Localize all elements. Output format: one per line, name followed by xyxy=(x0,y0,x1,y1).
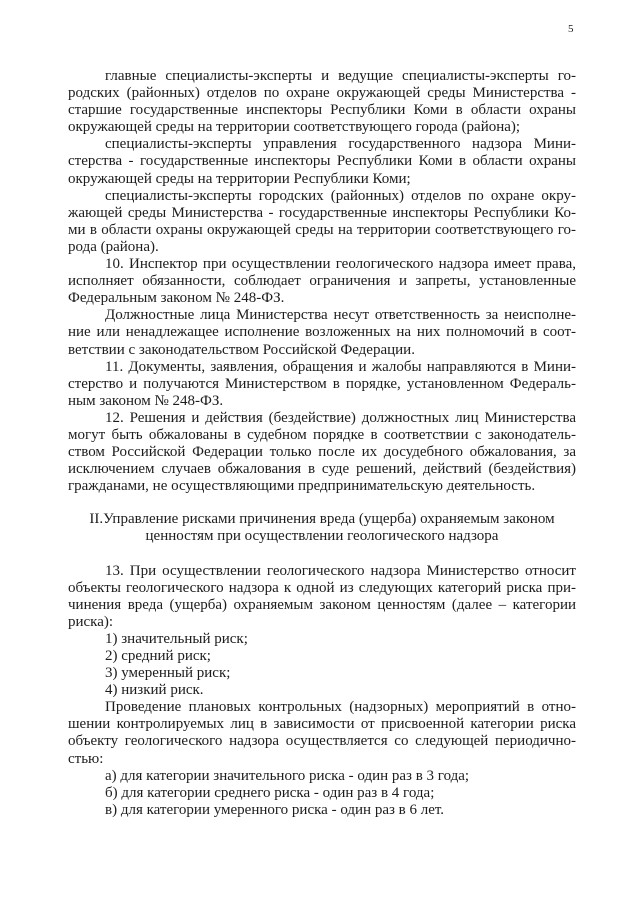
text-line: стью: xyxy=(68,750,104,767)
text-line: родских (районных) отделов по охране окружающей среды Министерства - xyxy=(68,85,576,102)
text-line: 13. При осуществлении геологического надзора Министерство относит xyxy=(105,562,576,579)
text-line: ми в области охраны окружающей среды на территории соответствующего го- xyxy=(68,221,576,238)
page-number: 5 xyxy=(568,23,574,35)
paragraph xyxy=(68,188,576,256)
text-line: Проведение плановых контрольных (надзорных) мероприятий в отно- xyxy=(105,699,576,716)
paragraph xyxy=(68,699,576,767)
list-item: б) для категории среднего риска - один раз в 4 года; xyxy=(105,784,435,801)
text-line: ством Российской Федерации только после их досудебного обжалования, за xyxy=(68,444,576,461)
list-item: 2) средний риск; xyxy=(105,648,211,664)
list-item: в) для категории умеренного риска - один раз в 6 лет. xyxy=(105,801,445,818)
text-line: объекты геологического надзора к одной из следующих категорий риска при- xyxy=(68,579,576,596)
text-line: риска): xyxy=(68,613,114,630)
text-line: стерства - государственные инспекторы Республики Коми в области охраны xyxy=(68,153,576,170)
text-line: ным законом № 248-ФЗ. xyxy=(68,392,224,409)
text-line: окружающей среды на территории соответствующего города (района); xyxy=(68,119,521,136)
list-item: 3) умеренный риск; xyxy=(105,665,231,682)
text-line: специалисты-эксперты городских (районных) отделов по охране окру- xyxy=(105,187,576,204)
text-line: объекту геологического надзора осуществляется со следующей периодично- xyxy=(68,733,576,750)
risk-category-list xyxy=(68,631,576,699)
text-line: могут быть обжалованы в судебном порядке в соответствии с законодатель- xyxy=(68,426,576,443)
document-body xyxy=(68,68,576,819)
text-line: рода (района). xyxy=(68,238,159,255)
paragraph xyxy=(68,68,576,136)
paragraph xyxy=(68,256,576,307)
list-item: 1) значительный риск; xyxy=(105,630,248,647)
paragraph xyxy=(68,359,576,410)
text-line: исполняет обязанности, соблюдает ограничения и запреты, установленные xyxy=(68,273,576,290)
text-line: ние или ненадлежащее исполнение возложенных на них полномочий в соот- xyxy=(68,324,576,341)
paragraph xyxy=(68,563,576,631)
text-line: гражданами, не осуществляющими предпринимательскую деятельность. xyxy=(68,478,536,495)
list-item: а) для категории значительного риска - один раз в 3 года; xyxy=(105,767,470,784)
text-line: Должностные лица Министерства несут ответственность за неисполне- xyxy=(105,307,576,324)
heading-line: ценностям при осуществлении геологического надзора xyxy=(145,528,499,545)
text-line: стерство и получаются Министерством в порядке, установленном Федераль- xyxy=(68,375,576,392)
text-line: шении контролируемых лиц в зависимости от присвоенной категории риска xyxy=(68,716,576,733)
section-heading xyxy=(68,511,576,545)
text-line: ветствии с законодательством Российской Федерации. xyxy=(68,341,415,358)
text-line: специалисты-эксперты управления государственного надзора Мини- xyxy=(105,136,576,153)
text-line: 10. Инспектор при осуществлении геологического надзора имеет права, xyxy=(105,256,576,273)
text-line: чинения вреда (ущерба) охраняемым законом ценностям (далее – категории xyxy=(68,596,576,613)
text-line: 12. Решения и действия (бездействие) должностных лиц Министерства xyxy=(105,409,576,426)
paragraph xyxy=(68,410,576,495)
text-line: Федеральным законом № 248-ФЗ. xyxy=(68,290,285,307)
text-line: жающей среды Министерства - государственные инспекторы Республики Ко- xyxy=(68,204,576,221)
text-line: окружающей среды на территории Республики Коми; xyxy=(68,170,411,187)
heading-line: II.Управление рисками причинения вреда (ущерба) охраняемым законом xyxy=(89,511,555,528)
paragraph xyxy=(68,136,576,187)
text-line: главные специалисты-эксперты и ведущие специалисты-эксперты го- xyxy=(105,68,576,84)
text-line: старшие государственные инспекторы Республики Коми в области охраны xyxy=(68,102,576,119)
text-line: 11. Документы, заявления, обращения и жалобы направляются в Мини- xyxy=(105,358,576,375)
list-item: 4) низкий риск. xyxy=(105,682,204,699)
periodicity-list xyxy=(68,768,576,819)
text-line: исключением случаев обжалования в суде решений, действий (бездействия) xyxy=(68,461,576,478)
paragraph xyxy=(68,307,576,358)
